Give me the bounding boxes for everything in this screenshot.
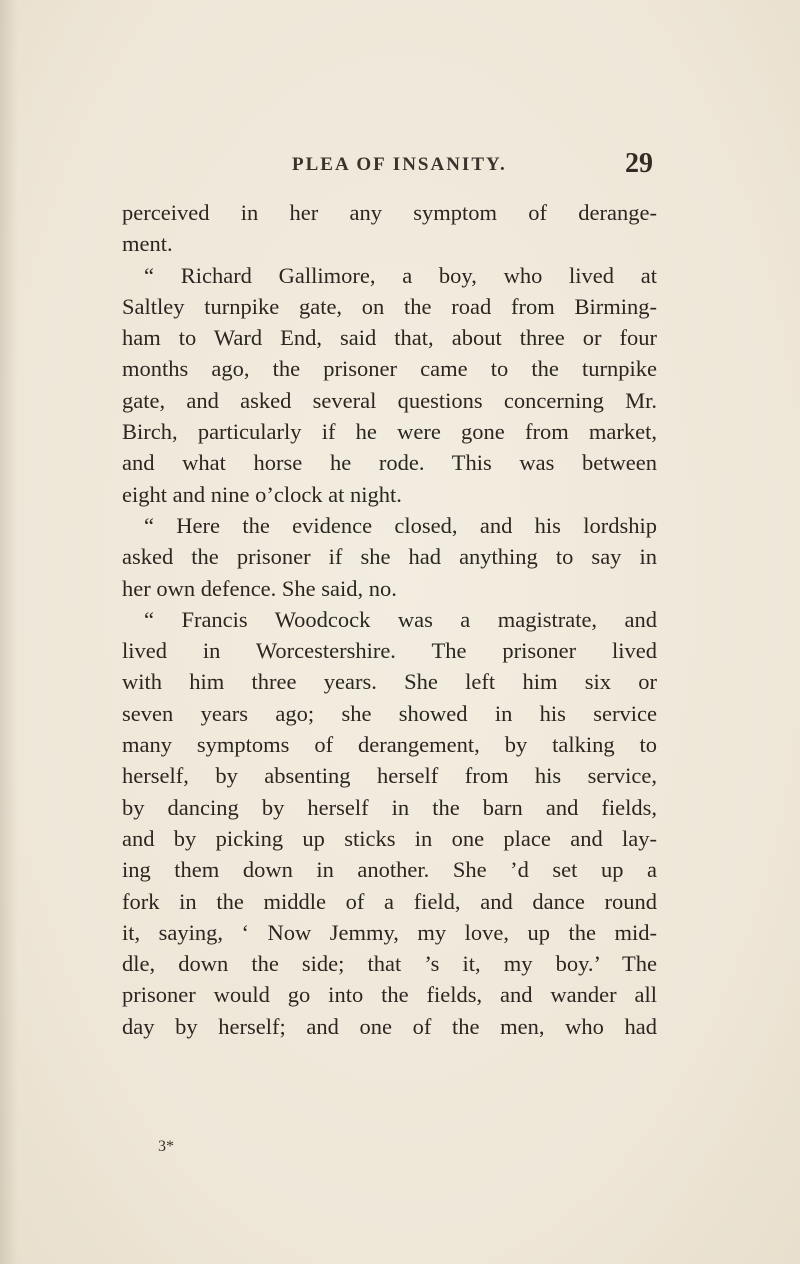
text-line: ham to Ward End, said that, about three or four [122, 325, 657, 351]
text-line: “ Francis Woodcock was a magistrate, and [144, 606, 657, 632]
text-line: with him three years. She left him six or [122, 669, 657, 695]
text-line: ing them down in another. She ’d set up a [122, 857, 657, 883]
text-line: perceived in her any symptom of derange- [122, 200, 657, 225]
text-line: dle, down the side; that ’s it, my boy.’ The [122, 951, 657, 977]
text-line: seven years ago; she showed in his service [122, 700, 657, 726]
text-line: herself, by absenting herself from his service, [122, 763, 657, 789]
running-head: PLEA OF INSANITY. [292, 154, 507, 175]
text-line: fork in the middle of a field, and dance round [122, 888, 657, 914]
text-line: “ Here the evidence closed, and his lordship [144, 512, 657, 538]
text-line: day by herself; and one of the men, who had [122, 1013, 657, 1039]
text-line: ment. [122, 231, 173, 257]
text-line: and what horse he rode. This was between [122, 450, 657, 476]
text-line: it, saying, ‘ Now Jemmy, my love, up the mid- [122, 919, 657, 945]
text-line: many symptoms of derangement, by talking to [122, 732, 657, 758]
text-line: gate, and asked several questions concerning Mr. [122, 387, 657, 413]
text-line: Saltley turnpike gate, on the road from Birming- [122, 293, 657, 319]
text-line: and by picking up sticks in one place and lay- [122, 825, 657, 851]
text-line: asked the prisoner if she had anything to say in [122, 544, 657, 570]
text-line: her own defence. She said, no. [122, 575, 397, 601]
page-number: 29 [625, 148, 653, 179]
signature-mark: 3* [158, 1138, 174, 1155]
text-line: lived in Worcestershire. The prisoner lived [122, 638, 657, 664]
text-line: months ago, the prisoner came to the turnpike [122, 356, 657, 382]
text-line: eight and nine o’clock at night. [122, 481, 402, 507]
text-line: prisoner would go into the fields, and wander all [122, 982, 657, 1008]
text-line: “ Richard Gallimore, a boy, who lived at [144, 262, 657, 288]
page-header [122, 148, 657, 188]
text-line: by dancing by herself in the barn and fields, [122, 794, 657, 820]
text-line: Birch, particularly if he were gone from market, [122, 419, 657, 445]
page-edge-shadow [0, 0, 18, 1264]
body-text [122, 197, 657, 1042]
